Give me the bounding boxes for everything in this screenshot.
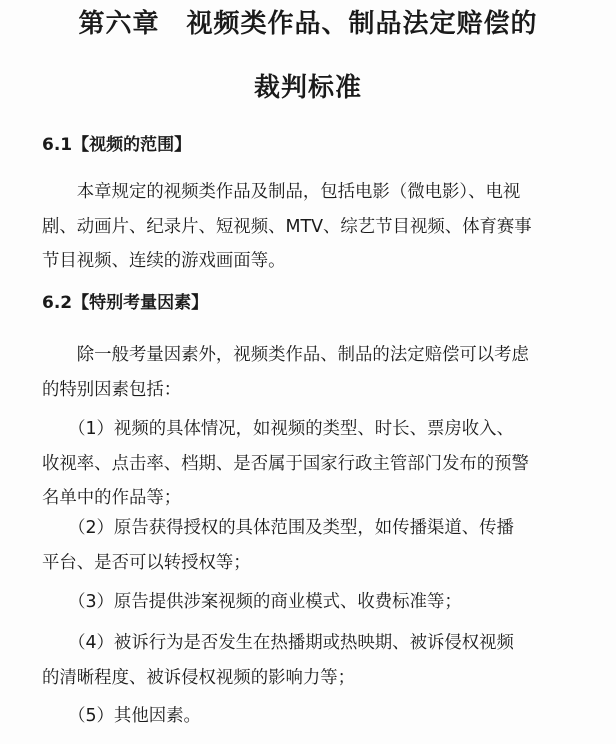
chapter-title-line-2: 裁判标准	[253, 73, 362, 103]
section-6-2-heading: 6.2【特别考量因素】	[42, 293, 209, 313]
section-6-1-paragraph: 本章规定的视频类作品及制品，包括电影（微电影）、电视 剧、动画片、纪录片、短视频、MTV、综艺节目视频、体育赛事 节目视频、连续的游戏画面等。	[42, 182, 532, 271]
factor-item-1: （1）视频的具体情况，如视频的类型、时长、票房收入、 收视率、点击率、档期、是否属于国家行政主管部门发布的预警 名单中的作品等；	[42, 419, 529, 508]
section-6-2-intro: 除一般考量因素外，视频类作品、制品的法定赔偿可以考虑 的特别因素包括：	[42, 345, 529, 400]
factor-item-4: （4）被诉行为是否发生在热播期或热映期、被诉侵权视频 的清晰程度、被诉侵权视频的影响力等；	[42, 633, 514, 688]
chapter-title-line-1: 第六章 视频类作品、制品法定赔偿的	[78, 9, 538, 39]
factor-item-3: （3）原告提供涉案视频的商业模式、收费标准等；	[42, 592, 462, 612]
factor-item-2: （2）原告获得授权的具体范围及类型，如传播渠道、传播 平台、是否可以转授权等；	[42, 518, 514, 573]
factor-item-5: （5）其他因素。	[42, 706, 201, 726]
section-6-1-heading: 6.1【视频的范围】	[42, 135, 192, 155]
